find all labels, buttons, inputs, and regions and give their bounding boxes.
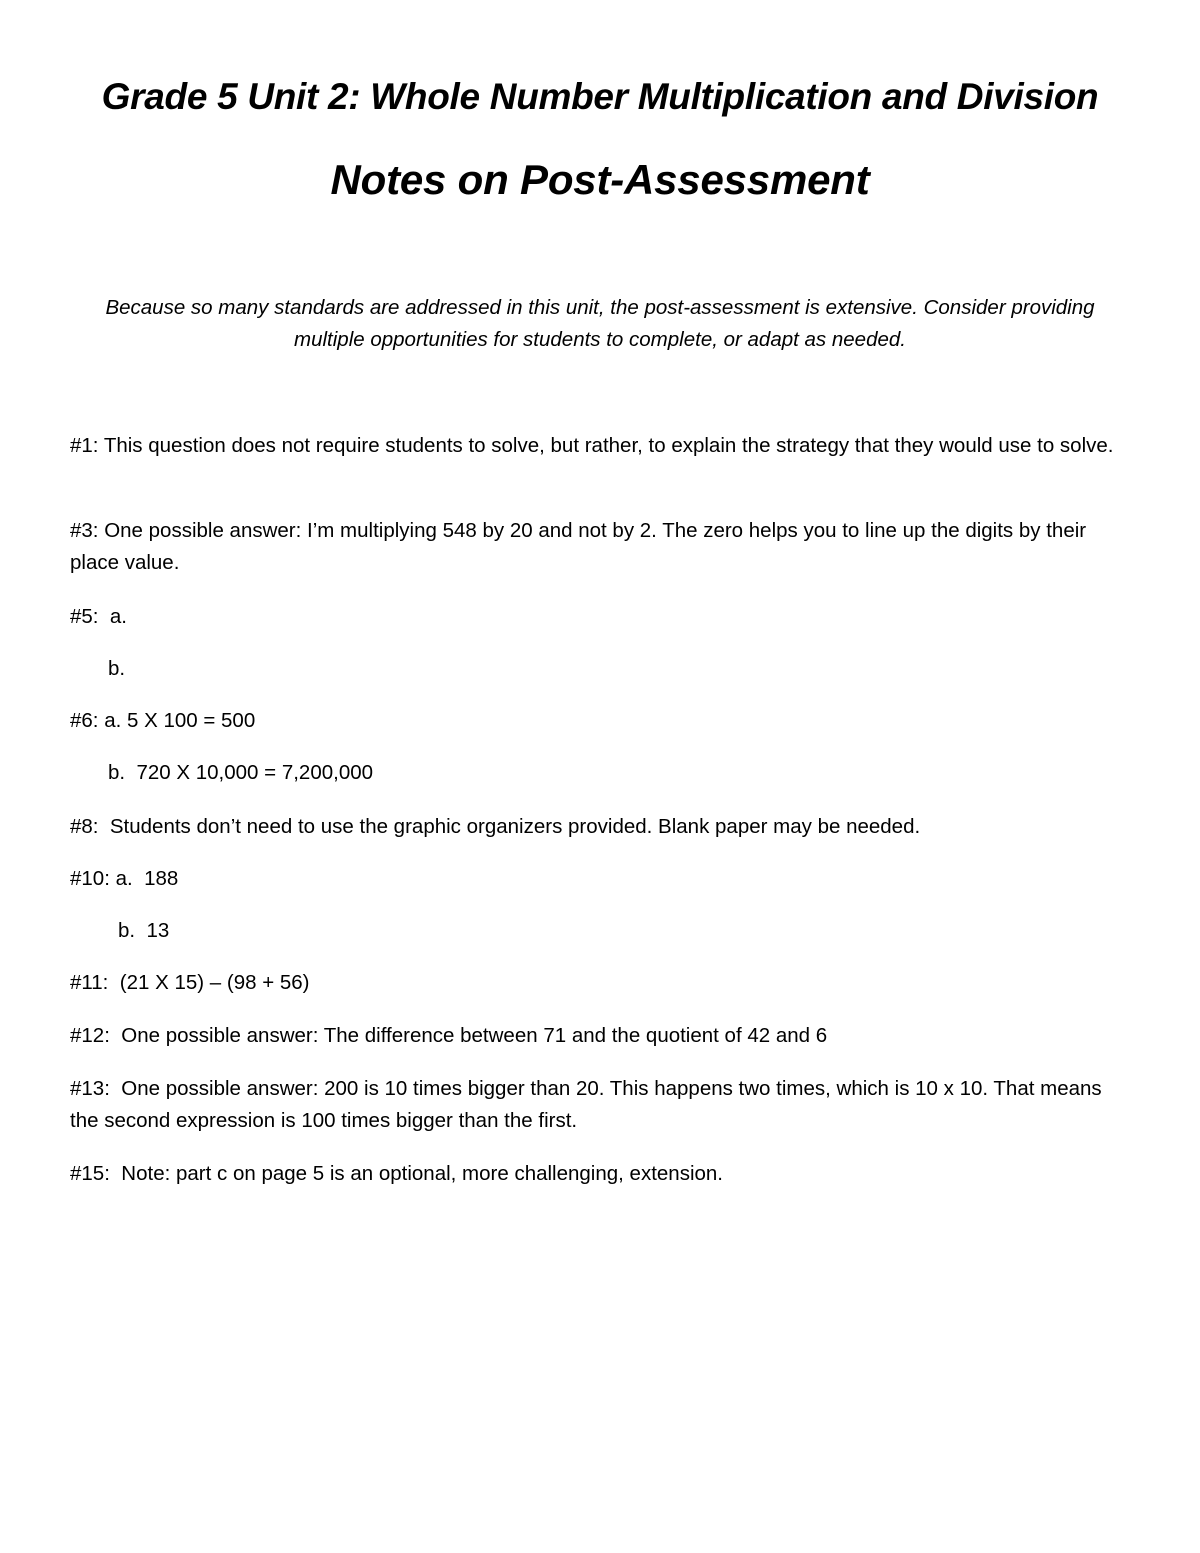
note-10-b: b. 13 xyxy=(118,919,170,942)
note-13: #13: One possible answer: 200 is 10 times bigger than 20. This happens two times, which is 10 x 10. That means the second expression is 100 times bigger than the first. xyxy=(70,1077,1108,1132)
note-6-b: b. 720 X 10,000 = 7,200,000 xyxy=(108,761,374,784)
note-5-b: b. xyxy=(108,657,126,680)
note-1: #1: This question does not require students to solve, but rather, to explain the strategy that they would use to solve. xyxy=(70,434,1114,457)
note-15: #15: Note: part c on page 5 is an optional, more challenging, extension. xyxy=(70,1162,724,1185)
note-11: #11: (21 X 15) – (98 + 56) xyxy=(70,971,310,994)
note-12: #12: One possible answer: The difference between 71 and the quotient of 42 and 6 xyxy=(70,1024,828,1047)
note-10-a: #10: a. 188 xyxy=(70,867,179,890)
note-8: #8: Students don’t need to use the graphic organizers provided. Blank paper may be needed. xyxy=(70,815,921,838)
note-3: #3: One possible answer: I’m multiplying 548 by 20 and not by 2. The zero helps you to line up the digits by their place value. xyxy=(70,519,1092,574)
document-title: Grade 5 Unit 2: Whole Number Multiplication and Division xyxy=(101,76,1099,117)
intro-paragraph: Because so many standards are addressed in this unit, the post-assessment is extensive. Consider providing multiple opportunities for students to complete, or adapt as needed. xyxy=(105,296,1095,351)
document-subtitle: Notes on Post-Assessment xyxy=(330,156,870,203)
note-6-a: #6: a. 5 X 100 = 500 xyxy=(70,709,256,732)
note-5-a: #5: a. xyxy=(70,605,127,628)
